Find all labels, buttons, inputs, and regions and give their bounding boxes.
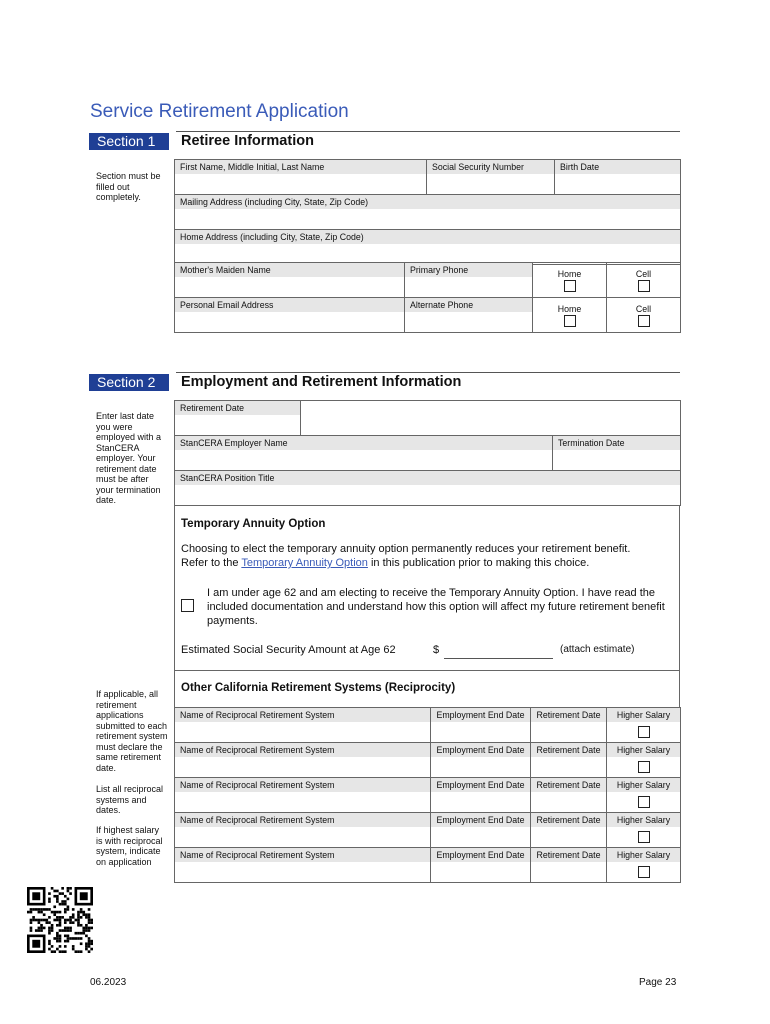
employment-end-date-cell[interactable] [431,848,531,883]
primary-cell-label: Cell [635,269,652,279]
attach-estimate-note: (attach estimate) [560,644,635,655]
reciprocal-retirement-date-label: Retirement Date [531,848,606,862]
reciprocal-system-name-label: Name of Reciprocal Retirement System [175,778,430,792]
higher-salary-cell[interactable] [607,813,681,848]
alternate-home-cell [533,298,607,333]
annuity-elect-checkbox[interactable] [181,599,194,612]
reciprocal-system-name-label: Name of Reciprocal Retirement System [175,813,430,827]
reciprocal-retirement-date-cell[interactable] [531,708,607,743]
mailing-address-cell[interactable] [175,195,681,230]
higher-salary-checkbox[interactable] [638,761,650,773]
home-address-cell[interactable] [175,230,681,265]
higher-salary-checkbox[interactable] [638,831,650,843]
retirement-date-value-cell[interactable] [301,401,681,436]
ssn-label: Social Security Number [427,160,554,174]
higher-salary-checkbox[interactable] [638,866,650,878]
birth-date-cell[interactable] [555,160,681,195]
alternate-phone-label: Alternate Phone [405,298,532,312]
alternate-cell-label: Cell [635,304,652,314]
higher-salary-checkbox[interactable] [638,726,650,738]
higher-salary-cell[interactable] [607,778,681,813]
position-title-label: StanCERA Position Title [175,471,680,485]
reciprocal-system-name-cell[interactable] [175,778,431,813]
alternate-home-label: Home [557,304,582,314]
alternate-cell-cell [607,298,681,333]
higher-salary-cell[interactable] [607,743,681,778]
higher-salary-label: Higher Salary [607,743,680,757]
birth-date-label: Birth Date [555,160,680,174]
section-1-heading: Retiree Information [181,133,314,149]
employer-name-label: StanCERA Employer Name [175,436,552,450]
annuity-line-2 [181,556,676,570]
retirement-date-label: Retirement Date [175,401,300,415]
employment-table [174,400,681,506]
reciprocal-retirement-date-cell[interactable] [531,813,607,848]
reciprocal-retirement-date-cell[interactable] [531,778,607,813]
alternate-home-checkbox[interactable] [564,315,576,327]
reciprocity-heading: Other California Retirement Systems (Reciprocity) [181,682,456,694]
higher-salary-label: Higher Salary [607,708,680,722]
primary-cell-checkbox[interactable] [638,280,650,292]
reciprocal-system-name-label: Name of Reciprocal Retirement System [175,848,430,862]
alternate-phone-cell[interactable] [405,298,533,333]
maiden-name-cell[interactable] [175,263,405,298]
section-2-note-termination: Enter last date you were employed with a StanCERA employer. Your retirement date must be after your termination date. [96,411,162,505]
position-title-cell[interactable] [175,471,681,506]
employment-end-date-cell[interactable] [431,813,531,848]
primary-home-label: Home [557,269,582,279]
ss-amount-input-line[interactable] [444,658,553,659]
refer-post: in this publication prior to making this choice. [367,557,590,569]
table-row [175,848,681,883]
reciprocal-retirement-date-label: Retirement Date [531,778,606,792]
section-2-note-list: List all reciprocal systems and dates. [96,784,164,815]
higher-salary-label: Higher Salary [607,813,680,827]
section-1-rule [176,131,680,132]
employment-end-date-label: Employment End Date [431,743,530,757]
primary-home-cell [533,263,607,298]
email-label: Personal Email Address [175,298,404,312]
employment-end-date-label: Employment End Date [431,848,530,862]
full-name-label: First Name, Middle Initial, Last Name [175,160,426,174]
section-1-tab: Section 1 [89,133,169,150]
reciprocal-system-name-label: Name of Reciprocal Retirement System [175,743,430,757]
section-2-heading: Employment and Retirement Information [181,374,462,390]
reciprocal-system-name-cell[interactable] [175,848,431,883]
section-1-note: Section must be filled out completely. [96,171,161,202]
employment-end-date-cell[interactable] [431,743,531,778]
annuity-elect-text: I am under age 62 and am electing to receive the Temporary Annuity Option. I have read the included documentation and understand how this option will affect my future retirement benefit payments. [207,587,665,627]
higher-salary-label: Higher Salary [607,848,680,862]
contact-table [174,262,681,333]
reciprocal-retirement-date-cell[interactable] [531,743,607,778]
employment-end-date-cell[interactable] [431,708,531,743]
footer-date: 06.2023 [90,977,127,988]
employment-end-date-label: Employment End Date [431,813,530,827]
primary-phone-cell[interactable] [405,263,533,298]
dollar-sign: $ [433,644,440,656]
annuity-line-1: Choosing to elect the temporary annuity option permanently reduces your retirement benefit. [181,543,631,555]
reciprocal-retirement-date-label: Retirement Date [531,813,606,827]
refer-pre: Refer to the [181,557,242,569]
reciprocity-heading-box [174,670,680,707]
page-number: Page 23 [639,977,677,988]
annuity-warning [181,542,676,570]
reciprocal-retirement-date-label: Retirement Date [531,743,606,757]
termination-date-cell[interactable] [553,436,681,471]
primary-home-checkbox[interactable] [564,280,576,292]
ssn-cell[interactable] [427,160,555,195]
maiden-name-label: Mother's Maiden Name [175,263,404,277]
section-2-tab: Section 2 [89,374,169,391]
retirement-date-cell[interactable] [175,401,301,436]
mailing-address-label: Mailing Address (including City, State, Zip Code) [175,195,680,209]
ss-amount-label: Estimated Social Security Amount at Age 62 [181,644,396,656]
reciprocal-system-name-cell[interactable] [175,813,431,848]
section-2-rule [176,372,680,373]
employment-end-date-label: Employment End Date [431,708,530,722]
reciprocal-system-name-label: Name of Reciprocal Retirement System [175,708,430,722]
termination-date-label: Termination Date [553,436,680,450]
retiree-info-table [174,159,681,265]
annuity-link[interactable]: Temporary Annuity Option [241,557,368,569]
alternate-cell-checkbox[interactable] [638,315,650,327]
reciprocal-retirement-date-label: Retirement Date [531,708,606,722]
higher-salary-cell[interactable] [607,708,681,743]
section-2-note-salary: If highest salary is with reciprocal system, indicate on application [96,825,163,867]
table-row [175,813,681,848]
home-address-label: Home Address (including City, State, Zip Code) [175,230,680,244]
annuity-heading: Temporary Annuity Option [181,518,326,530]
reciprocal-system-name-cell[interactable] [175,743,431,778]
page-title: Service Retirement Application [90,101,349,122]
primary-cell-cell [607,263,681,298]
reciprocal-retirement-date-cell[interactable] [531,848,607,883]
table-row [175,708,681,743]
email-cell[interactable] [175,298,405,333]
section-2-note-reciprocal-date: If applicable, all retirement applications submitted to each retirement system must declare the same retirement date. [96,689,168,773]
table-row [175,743,681,778]
table-row [175,778,681,813]
higher-salary-checkbox[interactable] [638,796,650,808]
qr-code [27,887,93,953]
reciprocity-table [174,707,681,883]
primary-phone-label: Primary Phone [405,263,532,277]
employment-end-date-label: Employment End Date [431,778,530,792]
higher-salary-label: Higher Salary [607,778,680,792]
employer-name-cell[interactable] [175,436,553,471]
full-name-cell[interactable] [175,160,427,195]
higher-salary-cell[interactable] [607,848,681,883]
reciprocal-system-name-cell[interactable] [175,708,431,743]
employment-end-date-cell[interactable] [431,778,531,813]
